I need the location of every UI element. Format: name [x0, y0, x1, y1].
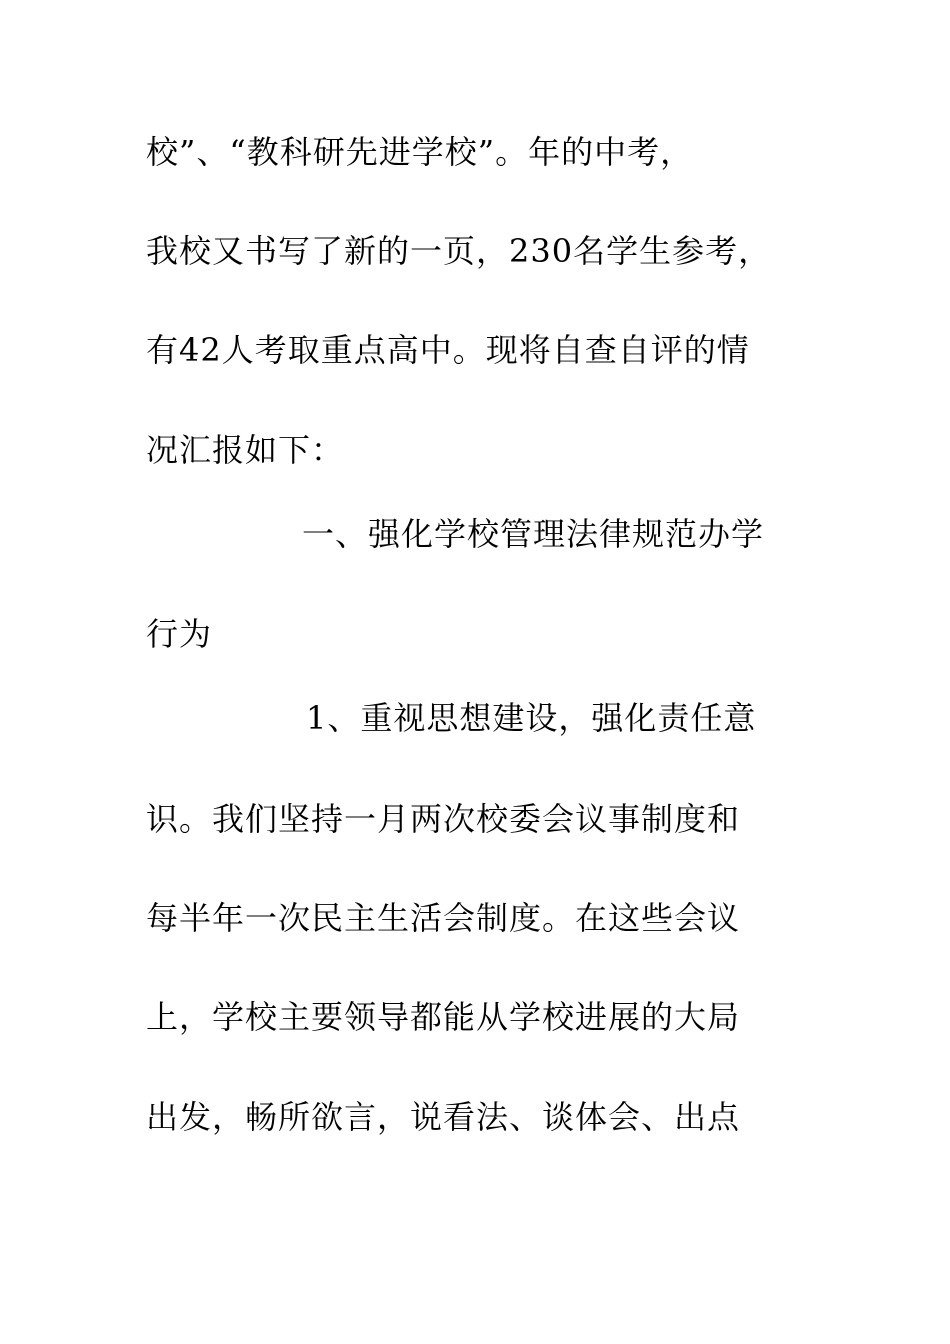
subsection-heading: 1、重视思想建设，强化责任意 [306, 699, 757, 737]
section-heading-continuation: 行为 [146, 615, 213, 653]
body-text-line: 每半年一次民主生活会制度。在这些会议 [146, 899, 741, 937]
body-text-line: 上，学校主要领导都能从学校进展的大局 [146, 998, 741, 1036]
body-text-line: 我校又书写了新的一页，230名学生参考， [146, 232, 772, 270]
body-text-line: 况汇报如下： [146, 431, 345, 469]
body-text-line: 识。我们坚持一月两次校委会议事制度和 [146, 800, 741, 838]
body-text-line: 出发，畅所欲言，说看法、谈体会、出点 [146, 1098, 741, 1136]
section-heading: 一、强化学校管理法律规范办学 [302, 515, 765, 553]
body-text-line: 校”、“教科研先进学校”。年的中考， [146, 133, 694, 171]
body-text-line: 有42人考取重点高中。现将自查自评的情 [146, 331, 750, 369]
